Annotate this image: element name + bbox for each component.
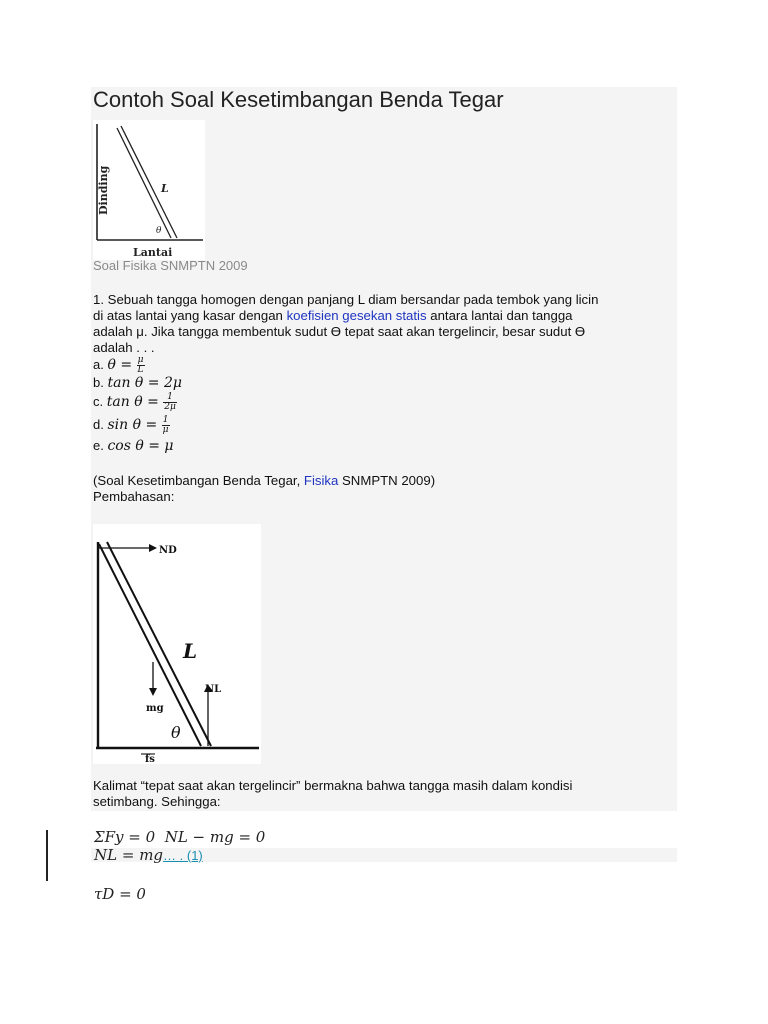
source-text: (Soal Kesetimbangan Benda Tegar, — [93, 473, 304, 488]
question-line-2-end: antara lantai dan tangga — [426, 308, 573, 323]
ladder-figure-2 — [93, 524, 261, 764]
option-a — [93, 356, 145, 375]
equation-3: τD = 0 — [94, 885, 146, 903]
ladder-label-fig2: L — [183, 639, 198, 663]
source-end: SNMPTN 2009) — [338, 473, 436, 488]
question-line-2-text: di atas lantai yang kasar dengan — [93, 308, 287, 323]
option-d-den: μ — [162, 425, 169, 435]
equation-1-left: ΣFy = 0 — [94, 828, 156, 846]
equation-2 — [94, 846, 203, 864]
option-a-den: L — [137, 365, 144, 375]
question-line-3: adalah μ. Jika tangga membentuk sudut ϴ tepat saat akan tergelincir, besar sudut ϴ — [93, 324, 586, 339]
ladder-label-fig1: L — [161, 182, 169, 195]
fs-label: fs — [145, 754, 155, 764]
question-line-4: adalah . . . — [93, 340, 155, 355]
option-c — [93, 393, 177, 412]
friction-coefficient-link[interactable]: koefisien gesekan statis — [286, 308, 427, 323]
option-b-expr: tan θ = 2μ — [107, 375, 182, 391]
option-c-label: c. — [93, 393, 104, 409]
source-line — [93, 473, 435, 489]
floor-label: Lantai — [133, 246, 173, 259]
option-e-expr: cos θ = μ — [107, 438, 174, 454]
explain-line-1: Kalimat “tepat saat akan tergelincir” bermakna bahwa tangga masih dalam kondisi — [93, 778, 573, 793]
option-e-label: e. — [93, 438, 104, 453]
option-c-num: 1 — [163, 393, 177, 403]
option-a-label: a. — [93, 356, 104, 372]
question-line-1: 1. Sebuah tangga homogen dengan panjang L diam bersandar pada tembok yang licin — [93, 292, 599, 307]
question-line-2 — [93, 308, 573, 324]
mg-label: mg — [146, 703, 164, 714]
angle-label-fig1: θ — [156, 226, 162, 236]
nl-label: NL — [205, 684, 222, 695]
option-c-den: 2μ — [164, 402, 176, 412]
explain-line-2: setimbang. Sehingga: — [93, 794, 221, 809]
option-c-lhs: tan θ = — [106, 393, 164, 410]
fisika-link[interactable]: Fisika — [303, 473, 339, 488]
angle-label-fig2: θ — [171, 723, 181, 742]
option-d-lhs: sin θ = — [107, 416, 162, 433]
option-e — [93, 438, 174, 454]
equation-1-right: NL − mg = 0 — [164, 828, 266, 846]
option-a-num: μ — [137, 355, 144, 365]
nd-label: ND — [159, 545, 177, 556]
pembahasan-heading: Pembahasan: — [93, 489, 175, 504]
equation-ref-link[interactable]: … . (1) — [163, 848, 203, 863]
option-d-label: d. — [93, 416, 104, 432]
page-title: Contoh Soal Kesetimbangan Benda Tegar — [93, 87, 504, 112]
ladder-figure-1 — [93, 120, 205, 260]
figure-caption: Soal Fisika SNMPTN 2009 — [93, 258, 248, 273]
equation-2-text: NL = mg — [94, 846, 164, 864]
equation-1 — [94, 828, 265, 846]
option-b-label: b. — [93, 375, 104, 390]
option-b — [93, 375, 182, 391]
text-cursor-bar — [46, 830, 48, 881]
option-d — [93, 416, 170, 435]
option-d-num: 1 — [162, 415, 169, 425]
wall-label: Dinding — [97, 165, 110, 215]
option-a-lhs: θ = — [107, 356, 137, 373]
